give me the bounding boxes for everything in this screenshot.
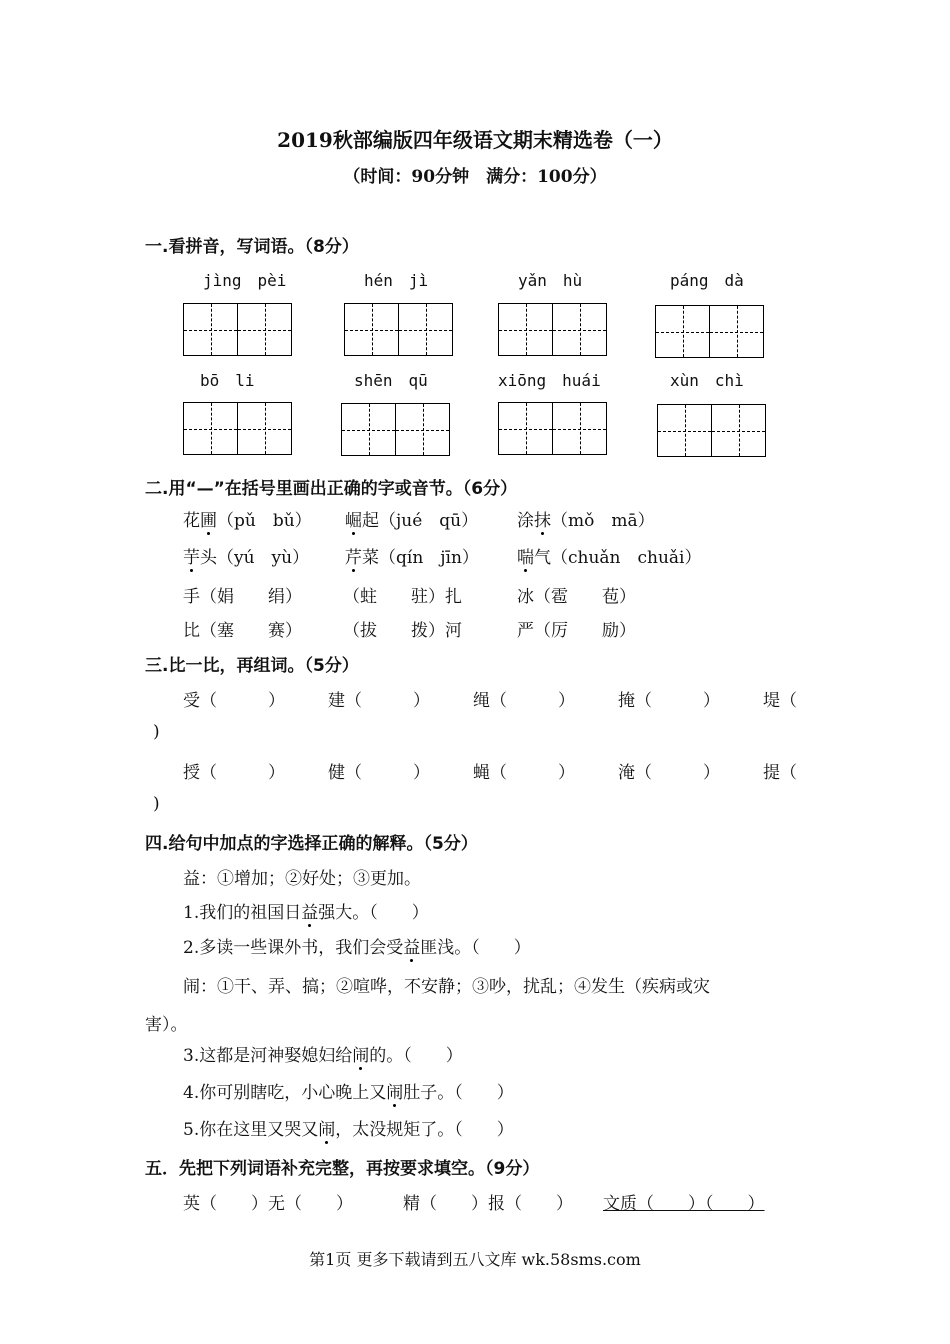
pinyin-label: yǎn hù <box>518 271 583 290</box>
page-footer: 第1页 更多下载请到五八文库 wk.58sms.com <box>309 1250 641 1269</box>
choice-item[interactable]: 手（娟 绢） <box>183 587 302 607</box>
choice-item[interactable]: 芹菜（qín jīn） <box>345 543 479 568</box>
pinyin-label: shēn qū <box>354 371 428 390</box>
section-5-heading: 五．先把下列词语补充完整，再按要求填空。（9分） <box>145 1159 540 1179</box>
choice-item[interactable]: （蛀 驻）扎 <box>343 587 462 607</box>
section-4-heading: 四.给句中加点的字选择正确的解释。（5分） <box>145 834 478 854</box>
pinyin-label: bō li <box>200 371 255 390</box>
writing-grid[interactable] <box>183 303 292 356</box>
dotted-char: 圃 <box>200 506 217 531</box>
section-3-heading: 三.比一比，再组词。（5分） <box>145 656 359 676</box>
word-blank[interactable]: 提（ <box>763 763 797 783</box>
writing-grid[interactable] <box>657 404 766 457</box>
page-title: 2019秋部编版四年级语文期末精选卷（一） <box>277 128 673 152</box>
definition-nao: 闹：①干、弄、搞；②喧哗，不安静；③吵，扰乱；④发生（疾病或灾 <box>183 977 710 997</box>
word-blank[interactable]: 掩（ ） <box>618 691 720 711</box>
pinyin-label: xiōng huái <box>498 371 601 390</box>
word-blank[interactable]: 建（ ） <box>328 691 430 711</box>
word-blank[interactable]: 受（ ） <box>183 691 285 711</box>
pinyin-label: hén jì <box>364 271 429 290</box>
question-1[interactable]: 1.我们的祖国日益强大。（ ） <box>183 898 429 923</box>
word-blank[interactable]: 蝇（ ） <box>473 763 575 783</box>
dotted-char: 崛 <box>345 506 362 531</box>
writing-grid[interactable] <box>341 403 450 456</box>
word-blank[interactable]: 绳（ ） <box>473 691 575 711</box>
dotted-char: 闹 <box>352 1041 369 1066</box>
idiom-blank[interactable]: 精（ ）报（ ） <box>403 1194 573 1214</box>
word-blank[interactable]: 淹（ ） <box>618 763 720 783</box>
dotted-char: 益 <box>403 933 420 958</box>
definition-yi: 益：①增加；②好处；③更加。 <box>183 869 421 889</box>
dotted-char: 芋 <box>183 543 200 568</box>
choice-item[interactable]: （拔 拨）河 <box>343 621 462 641</box>
pinyin-label: páng dà <box>670 271 744 290</box>
idiom-blank[interactable]: 英（ ）无（ ） <box>183 1194 353 1214</box>
dotted-char: 芹 <box>345 543 362 568</box>
question-3[interactable]: 3.这都是河神娶媳妇给闹的。（ ） <box>183 1041 463 1066</box>
choice-item[interactable]: 比（塞 赛） <box>183 621 302 641</box>
section-2-heading: 二.用“—”在括号里画出正确的字或音节。（6分） <box>145 479 518 499</box>
dotted-char: 闹 <box>386 1078 403 1103</box>
pinyin-label: xùn chì <box>670 371 744 390</box>
dotted-char: 闹 <box>318 1115 335 1140</box>
word-blank-close: ) <box>153 722 160 742</box>
question-2[interactable]: 2.多读一些课外书，我们会受益匪浅。（ ） <box>183 933 531 958</box>
pinyin-label: jìng pèi <box>203 271 287 290</box>
writing-grid[interactable] <box>498 402 607 455</box>
writing-grid[interactable] <box>183 402 292 455</box>
question-4[interactable]: 4.你可别瞎吃，小心晚上又闹肚子。（ ） <box>183 1078 514 1103</box>
word-blank[interactable]: 健（ ） <box>328 763 430 783</box>
choice-item[interactable]: 崛起（jué qū） <box>345 506 478 531</box>
section-1-heading: 一.看拼音，写词语。（8分） <box>145 237 359 257</box>
definition-nao-cont: 害）。 <box>145 1015 188 1035</box>
question-5[interactable]: 5.你在这里又哭又闹，太没规矩了。（ ） <box>183 1115 514 1140</box>
word-blank[interactable]: 堤（ <box>763 691 797 711</box>
dotted-char: 抹 <box>534 506 551 531</box>
choice-item[interactable]: 芋头（yú yù） <box>183 543 309 568</box>
page-subtitle: （时间：90分钟 满分：100分） <box>343 167 607 187</box>
choice-item[interactable]: 喘气（chuǎn chuǎi） <box>517 543 702 568</box>
writing-grid[interactable] <box>498 303 607 356</box>
choice-item[interactable]: 冰（雹 苞） <box>517 587 636 607</box>
choice-item[interactable]: 花圃（pǔ bǔ） <box>183 506 312 531</box>
word-blank-close: ) <box>153 794 160 814</box>
idiom-blank-underlined[interactable]: 文质（ ）（ ） <box>603 1194 765 1214</box>
word-blank[interactable]: 授（ ） <box>183 763 285 783</box>
writing-grid[interactable] <box>344 303 453 356</box>
choice-item[interactable]: 涂抹（mǒ mā） <box>517 506 655 531</box>
dotted-char: 喘 <box>517 543 534 568</box>
writing-grid[interactable] <box>655 305 764 358</box>
dotted-char: 益 <box>301 898 318 923</box>
choice-item[interactable]: 严（厉 励） <box>517 621 636 641</box>
